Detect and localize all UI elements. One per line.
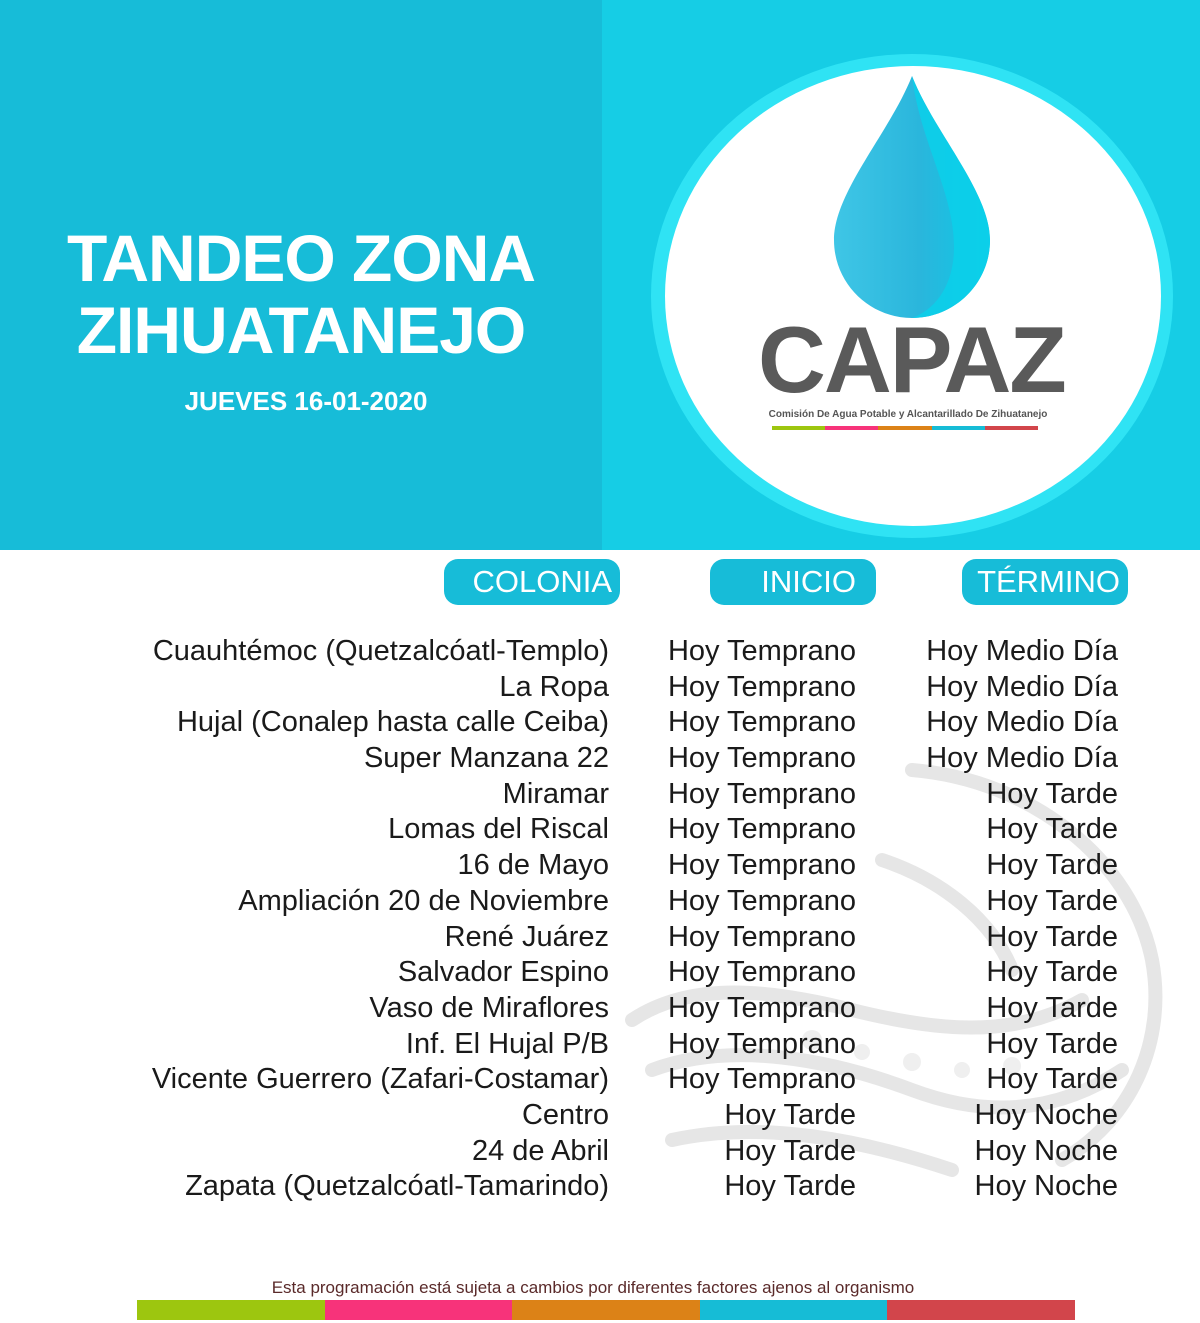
inicio-cell: Hoy Temprano — [667, 813, 856, 846]
logo-subtitle: Comisión De Agua Potable y Alcantarillado De Zihuatanejo — [768, 409, 1048, 420]
termino-cell: Hoy Tarde — [986, 777, 1118, 810]
colonia-cell: 24 de Abril — [471, 1134, 609, 1167]
inicio-cell: Hoy Temprano — [667, 1063, 856, 1096]
table-row — [0, 775, 1200, 811]
inicio-cell: Hoy Tarde — [724, 1098, 856, 1131]
inicio-cell: Hoy Temprano — [667, 991, 856, 1024]
inicio-cell: Hoy Temprano — [667, 670, 856, 703]
inicio-cell: Hoy Temprano — [667, 742, 856, 775]
schedule-table — [0, 632, 1200, 1203]
termino-cell: Hoy Tarde — [986, 849, 1118, 882]
page-title-line1: TANDEO ZONA — [66, 221, 536, 295]
logo-wordmark: CAPAZ — [758, 307, 1065, 412]
table-row — [0, 1025, 1200, 1061]
termino-cell: Hoy Tarde — [986, 1063, 1118, 1096]
table-row — [0, 739, 1200, 775]
colonia-cell: Hujal (Conalep hasta calle Ceiba) — [176, 706, 609, 739]
table-row — [0, 989, 1200, 1025]
inicio-cell: Hoy Temprano — [667, 884, 856, 917]
termino-cell: Hoy Medio Día — [926, 706, 1118, 739]
table-row — [0, 632, 1200, 668]
inicio-cell: Hoy Temprano — [667, 956, 856, 989]
termino-cell: Hoy Tarde — [986, 1027, 1118, 1060]
table-row — [0, 1167, 1200, 1203]
page-title-line2: ZIHUATANEJO — [76, 293, 526, 367]
header-termino: TÉRMINO — [962, 559, 1128, 605]
colonia-cell: Ampliación 20 de Noviembre — [238, 884, 609, 917]
termino-cell: Hoy Medio Día — [926, 635, 1118, 667]
inicio-cell: Hoy Temprano — [667, 777, 856, 810]
colonia-cell: Zapata (Quetzalcóatl-Tamarindo) — [185, 1170, 609, 1203]
colonia-cell: Salvador Espino — [397, 956, 609, 989]
schedule-date: JUEVES 16-01-2020 — [184, 386, 428, 416]
colonia-cell: Super Manzana 22 — [363, 742, 609, 775]
header-left-panel — [0, 0, 602, 550]
termino-cell: Hoy Tarde — [986, 884, 1118, 917]
table-row — [0, 668, 1200, 704]
table-row — [0, 846, 1200, 882]
footer-color-stripe — [137, 1300, 1075, 1320]
inicio-cell: Hoy Temprano — [667, 920, 856, 953]
inicio-cell: Hoy Temprano — [667, 706, 856, 739]
table-row — [0, 882, 1200, 918]
colonia-cell: Miramar — [502, 777, 609, 810]
table-row — [0, 953, 1200, 989]
termino-cell: Hoy Medio Día — [926, 742, 1118, 775]
inicio-cell: Hoy Temprano — [667, 849, 856, 882]
header-inicio: INICIO — [710, 559, 876, 605]
inicio-cell: Hoy Temprano — [667, 1027, 856, 1060]
footer-note: Esta programación está sujeta a cambios por diferentes factores ajenos al organismo — [271, 1278, 915, 1297]
termino-cell: Hoy Tarde — [986, 991, 1118, 1024]
table-row — [0, 810, 1200, 846]
colonia-cell: Inf. El Hujal P/B — [405, 1027, 609, 1060]
table-row — [0, 703, 1200, 739]
logo-color-stripe — [772, 426, 1038, 430]
inicio-cell: Hoy Tarde — [724, 1134, 856, 1167]
termino-cell: Hoy Noche — [974, 1134, 1118, 1167]
colonia-cell: Cuauhtémoc (Quetzalcóatl-Templo) — [152, 635, 609, 667]
termino-cell: Hoy Tarde — [986, 920, 1118, 953]
colonia-cell: Vicente Guerrero (Zafari-Costamar) — [151, 1063, 609, 1096]
table-row — [0, 1060, 1200, 1096]
header-colonia: COLONIA — [444, 559, 620, 605]
table-row — [0, 1132, 1200, 1168]
termino-cell: Hoy Noche — [974, 1098, 1118, 1131]
inicio-cell: Hoy Tarde — [724, 1170, 856, 1203]
colonia-cell: La Ropa — [499, 670, 609, 703]
water-drop-icon — [830, 72, 994, 322]
colonia-cell: Vaso de Miraflores — [369, 991, 609, 1024]
termino-cell: Hoy Tarde — [986, 956, 1118, 989]
header-banner — [0, 0, 1200, 550]
table-row — [0, 918, 1200, 954]
termino-cell: Hoy Tarde — [986, 813, 1118, 846]
colonia-cell: Centro — [521, 1098, 609, 1131]
table-row — [0, 1096, 1200, 1132]
colonia-cell: Lomas del Riscal — [388, 813, 609, 846]
colonia-cell: 16 de Mayo — [457, 849, 609, 882]
termino-cell: Hoy Medio Día — [926, 670, 1118, 703]
inicio-cell: Hoy Temprano — [667, 635, 856, 667]
colonia-cell: René Juárez — [444, 920, 609, 953]
termino-cell: Hoy Noche — [974, 1170, 1118, 1203]
